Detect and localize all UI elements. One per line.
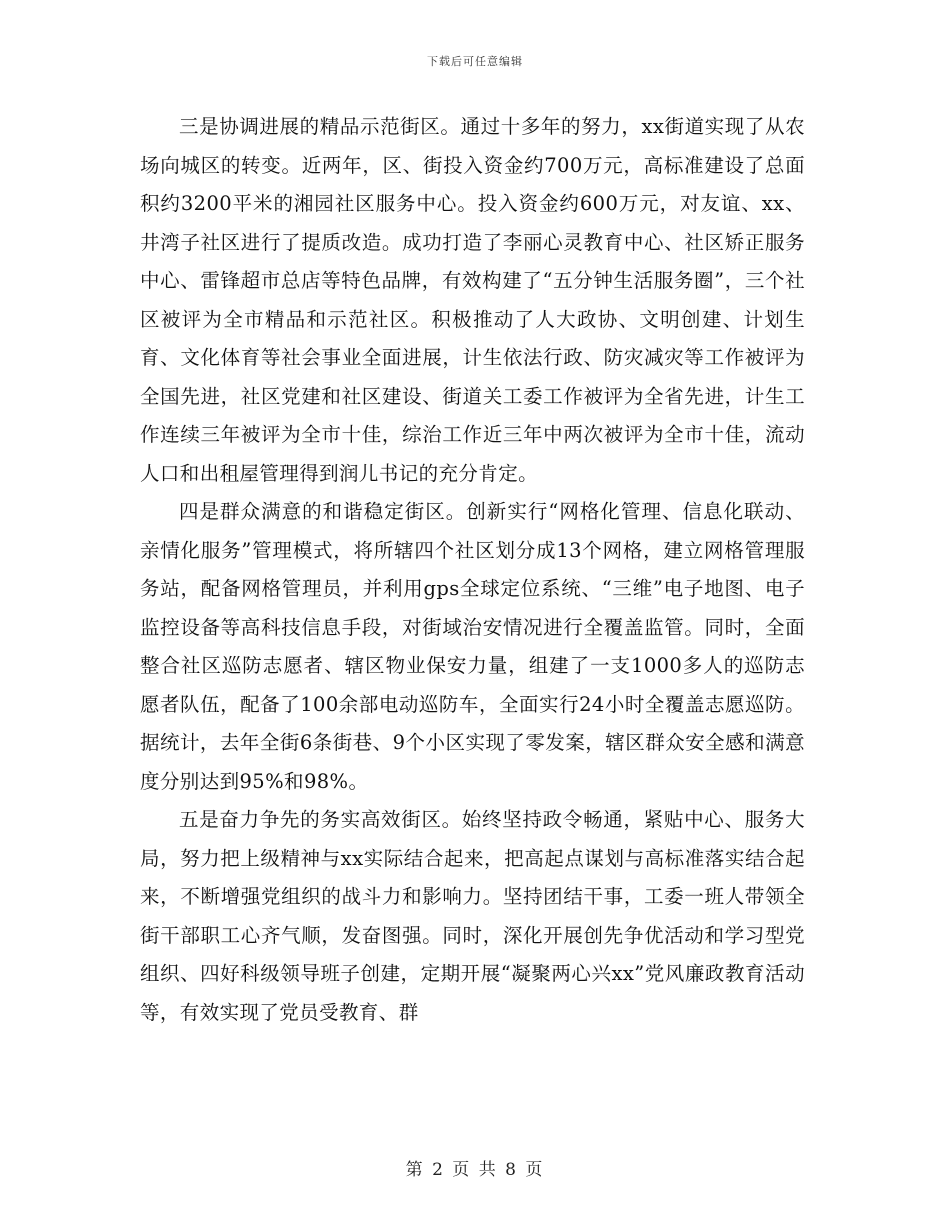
page-footer: 第 2 页 共 8 页: [405, 1160, 545, 1180]
paragraph-5: 五是奋力争先的务实高效街区。始终坚持政令畅通，紧贴中心、服务大局，努力把上级精神与xx实际结合起来，把高起点谋划与高标准落实结合起来，不断增强党组织的战斗力和影响力。坚持团结干事，工委一班人带领全街干部职工心齐气顺，发奋图强。同时，深化开展创先争优活动和学习型党组织、四好科级领导班子创建，定期开展“凝聚两心兴xx”党风廉政教育活动等，有效实现了党员受教育、群: [140, 808, 805, 1024]
paragraph-4: 四是群众满意的和谐稳定街区。创新实行“网格化管理、信息化联动、亲情化服务”管理模式，将所辖四个社区划分成13个网格，建立网格管理服务站，配备网格管理员，并利用gps全球定位系统、“三维”电子地图、电子监控设备等高科技信息手段，对街域治安情况进行全覆盖监管。同时，全面整合社区巡防志愿者、辖区物业保安力量，组建了一支1000多人的巡防志愿者队伍，配备了100余部电动巡防车，全面实行24小时全覆盖志愿巡防。据统计，去年全街6条街巷、9个小区实现了零发案，辖区群众安全感和满意度分别达到95%和98%。: [140, 500, 805, 793]
document-body: [140, 108, 805, 1032]
page-header: 下载后可任意编辑: [427, 55, 523, 68]
paragraph-3: 三是协调进展的精品示范街区。通过十多年的努力，xx街道实现了从农场向城区的转变。近两年，区、街投入资金约700万元，高标准建设了总面积约3200平米的湘园社区服务中心。投入资金约600万元，对友谊、xx、井湾子社区进行了提质改造。成功打造了李丽心灵教育中心、社区矫正服务中心、雷锋超市总店等特色品牌，有效构建了“五分钟生活服务圈”，三个社区被评为全市精品和示范社区。积极推动了人大政协、文明创建、计划生育、文化体育等社会事业全面进展，计生依法行政、防灾减灾等工作被评为全国先进，社区党建和社区建设、街道关工委工作被评为全省先进，计生工作连续三年被评为全市十佳，综治工作近三年中两次被评为全市十佳，流动人口和出租屋管理得到润儿书记的充分肯定。: [140, 115, 805, 485]
